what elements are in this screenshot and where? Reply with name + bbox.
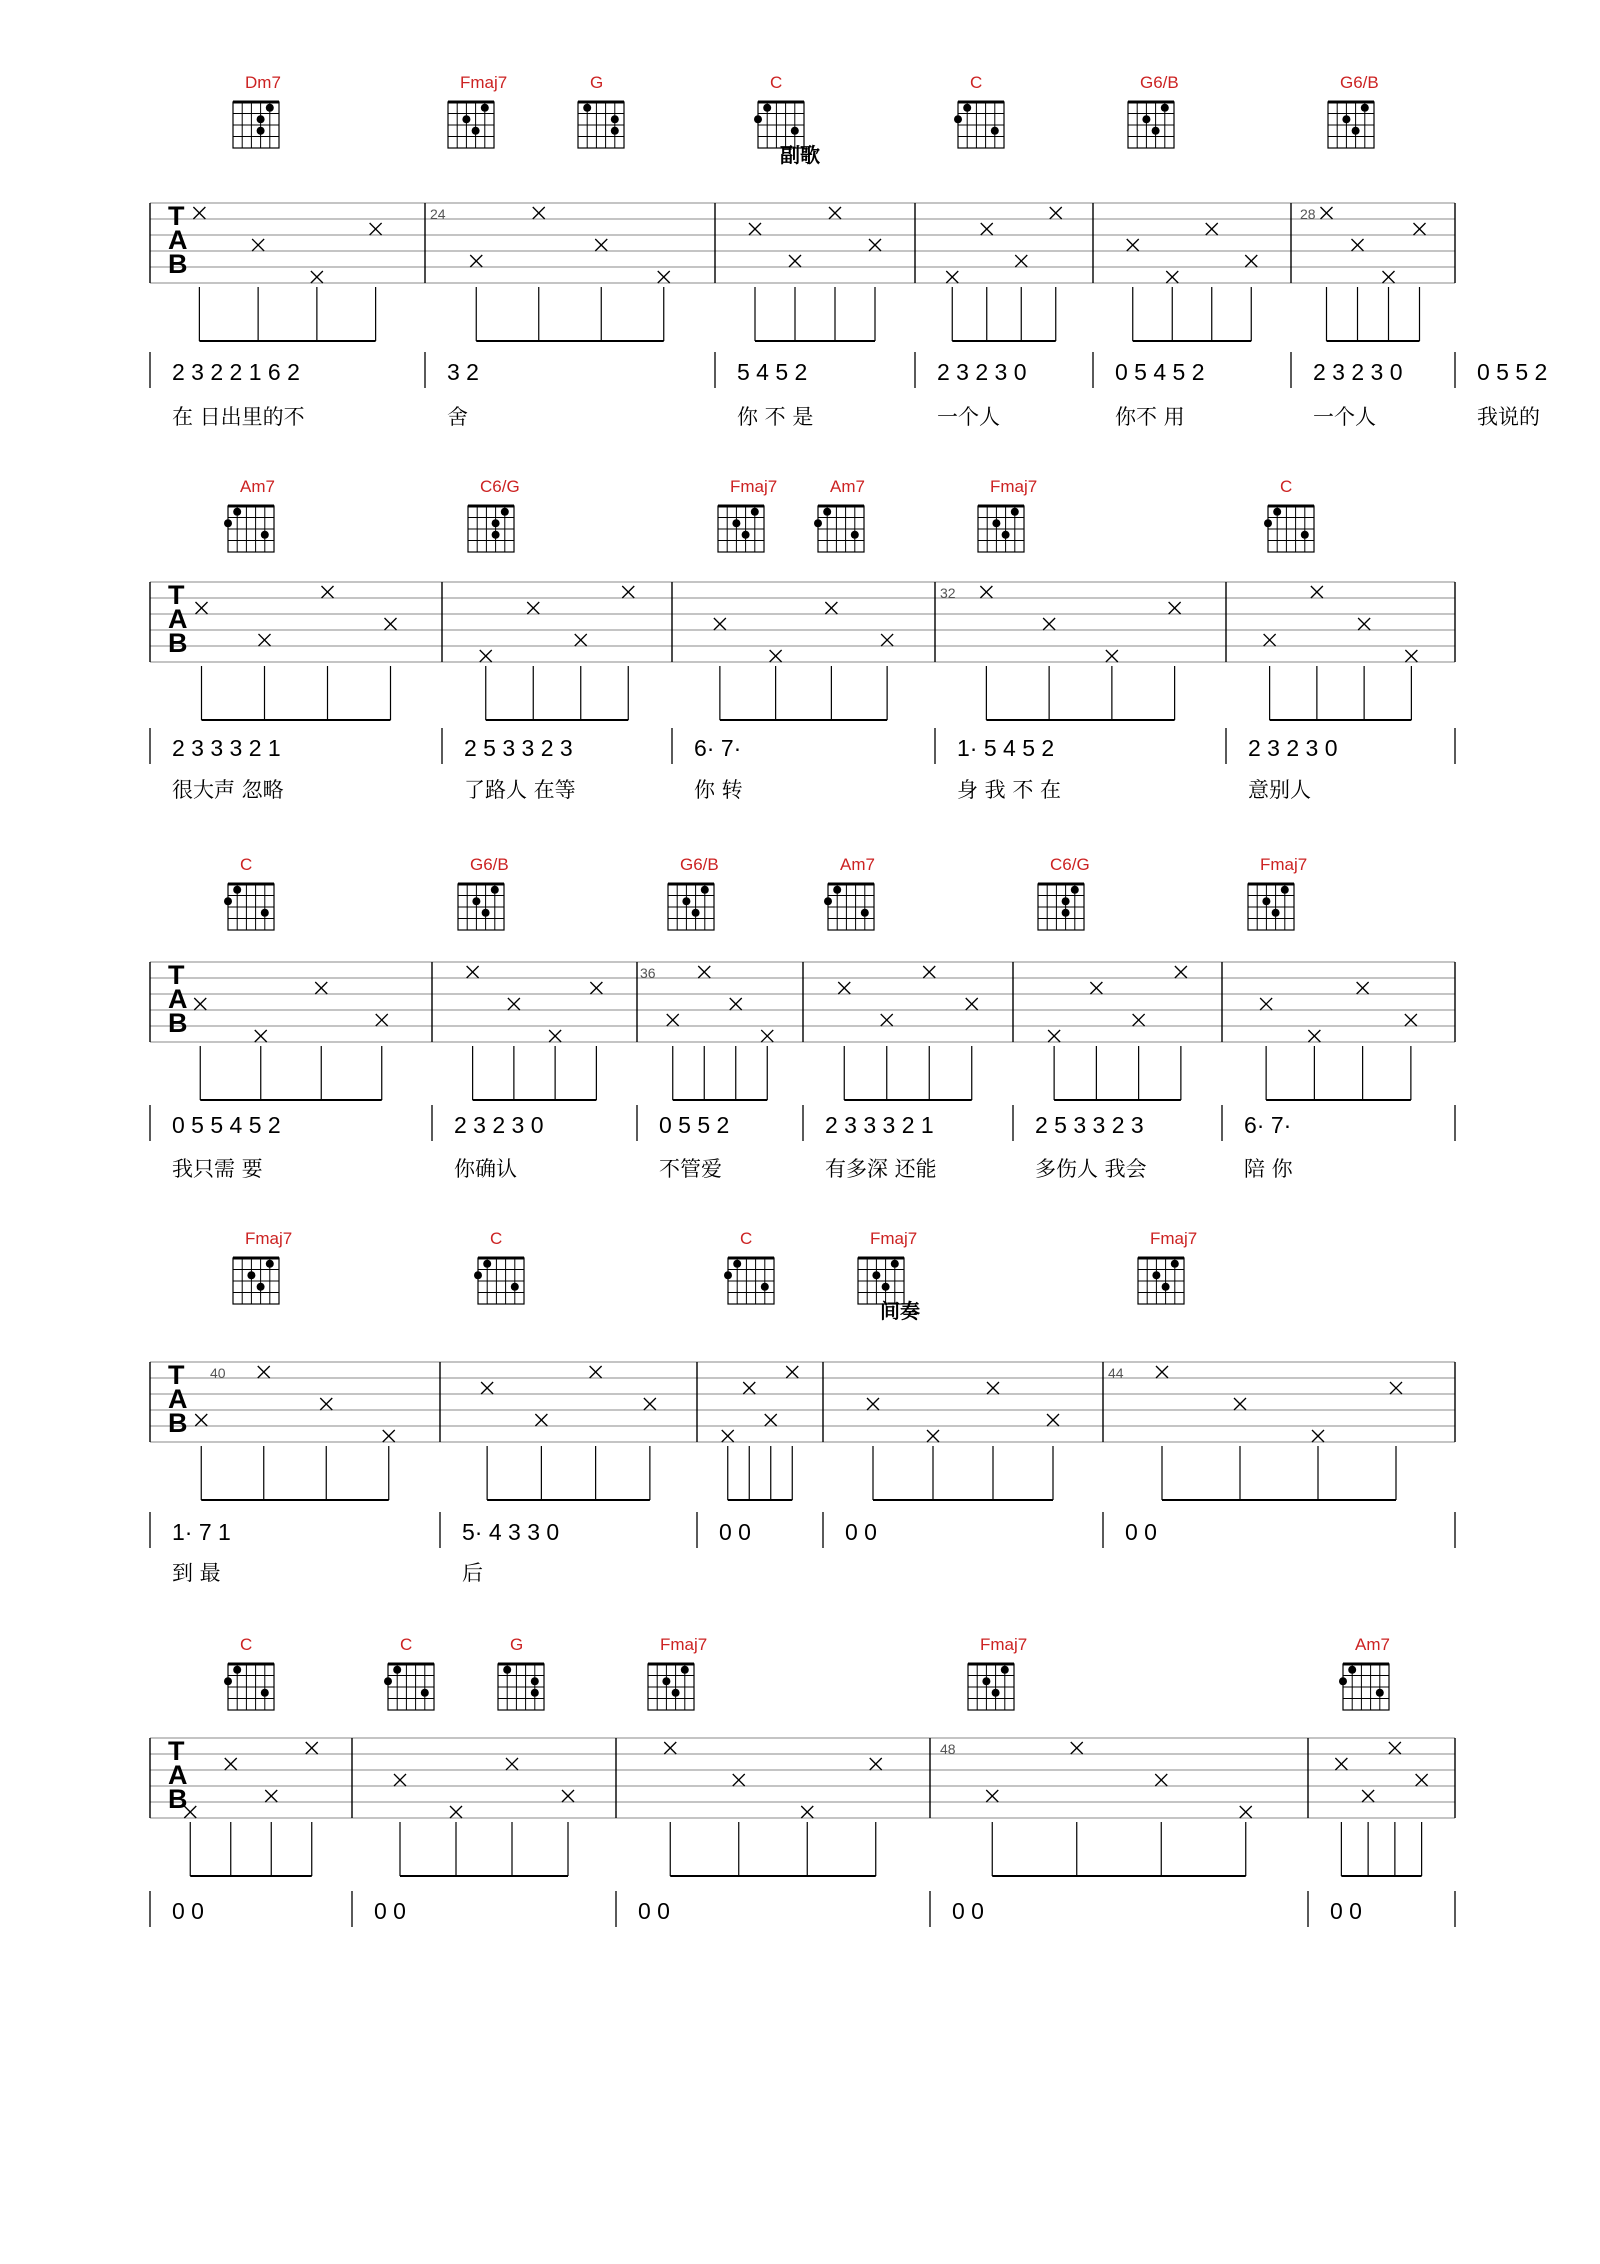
finger-dot (531, 1689, 539, 1697)
chord-diagram (448, 102, 494, 148)
finger-dot (672, 1689, 680, 1697)
finger-dot (224, 1677, 232, 1685)
jianpu-notes: 2 3 3 3 2 1 (172, 735, 281, 761)
chord-name: C (490, 1229, 503, 1248)
chord-name: Am7 (1355, 1635, 1390, 1654)
jianpu-notes: 2 3 2 3 0 (1248, 735, 1338, 761)
finger-dot (1339, 1677, 1347, 1685)
system-3 (150, 855, 1455, 1181)
finger-dot (492, 531, 500, 539)
finger-dot (823, 508, 831, 516)
chord-diagram (1248, 884, 1294, 930)
chord-name: G6/B (1140, 73, 1179, 92)
chord-diagram (384, 1664, 434, 1710)
chord-name: Fmaj7 (980, 1635, 1028, 1654)
jianpu-notes: 0 5 5 2 (659, 1112, 730, 1138)
measure-number: 36 (640, 965, 656, 981)
chord-name: Am7 (240, 477, 275, 496)
system-4 (150, 1229, 1455, 1585)
tab-clef-letter: T (168, 960, 185, 990)
jianpu-notes: 2 5 3 3 2 3 (464, 735, 573, 761)
tab-clef-letter: B (168, 249, 188, 279)
measure-number: 40 (210, 1365, 226, 1381)
chord-name: C6/G (480, 477, 520, 496)
finger-dot (692, 909, 700, 917)
chord-name: Fmaj7 (990, 477, 1038, 496)
lyric-line: 不管爱 (659, 1157, 722, 1181)
finger-dot (882, 1283, 890, 1291)
finger-dot (963, 104, 971, 112)
finger-dot (733, 1260, 741, 1268)
chord-diagram (1339, 1664, 1389, 1710)
chord-diagram (668, 884, 714, 930)
chord-diagram (824, 884, 874, 930)
chord-name: C (240, 1635, 253, 1654)
finger-dot (682, 897, 690, 905)
finger-dot (472, 127, 480, 135)
chord-name: Fmaj7 (245, 1229, 293, 1248)
chord-diagram (468, 506, 514, 552)
finger-dot (1376, 1689, 1384, 1697)
finger-dot (1011, 508, 1019, 516)
chord-diagram (954, 102, 1004, 148)
jianpu-notes: 0 5 5 4 5 2 (172, 1112, 281, 1138)
finger-dot (1142, 115, 1150, 123)
chord-diagram (648, 1664, 694, 1710)
lyric-line: 很大声 忽略 (172, 778, 284, 802)
lyric-line: 你 不 是 (737, 405, 814, 429)
lyric-line: 你不 用 (1115, 405, 1185, 429)
finger-dot (1273, 508, 1281, 516)
jianpu-notes: 0 0 (719, 1519, 751, 1545)
jianpu-notes: 2 5 3 3 2 3 (1035, 1112, 1144, 1138)
finger-dot (824, 897, 832, 905)
finger-dot (991, 127, 999, 135)
finger-dot (611, 127, 619, 135)
finger-dot (492, 519, 500, 527)
finger-dot (1152, 127, 1160, 135)
finger-dot (1062, 897, 1070, 905)
chord-name: C (740, 1229, 753, 1248)
tab-clef-letter: A (168, 604, 188, 634)
chord-name: C (1280, 477, 1293, 496)
finger-dot (501, 508, 509, 516)
jianpu-notes: 3 2 (447, 359, 479, 385)
finger-dot (992, 1689, 1000, 1697)
chord-diagram (754, 102, 804, 148)
finger-dot (701, 886, 709, 894)
finger-dot (1161, 104, 1169, 112)
finger-dot (1281, 886, 1289, 894)
jianpu-notes: 1· 5 4 5 2 (957, 735, 1055, 761)
finger-dot (724, 1271, 732, 1279)
finger-dot (681, 1666, 689, 1674)
finger-dot (761, 1283, 769, 1291)
finger-dot (257, 127, 265, 135)
finger-dot (261, 909, 269, 917)
tab-clef-letter: B (168, 1408, 188, 1438)
finger-dot (261, 1689, 269, 1697)
jianpu-notes: 0 0 (638, 1898, 670, 1924)
system-2 (150, 477, 1455, 802)
tab-clef-letter: A (168, 225, 188, 255)
jianpu-notes: 0 0 (374, 1898, 406, 1924)
chord-name: G6/B (680, 855, 719, 874)
lyric-line: 舍 (447, 405, 468, 429)
jianpu-notes: 0 0 (172, 1898, 204, 1924)
jianpu-notes: 5· 4 3 3 0 (462, 1519, 560, 1545)
lyric-line: 多伤人 我会 (1035, 1157, 1147, 1181)
finger-dot (763, 104, 771, 112)
lyric-line: 陪 你 (1244, 1157, 1293, 1181)
finger-dot (224, 897, 232, 905)
chord-name: C (770, 73, 783, 92)
chord-diagram (978, 506, 1024, 552)
jianpu-notes: 2 3 3 3 2 1 (825, 1112, 934, 1138)
chord-name: Am7 (840, 855, 875, 874)
finger-dot (1152, 1271, 1160, 1279)
chord-diagram (233, 102, 279, 148)
chord-name: Fmaj7 (460, 73, 508, 92)
finger-dot (662, 1677, 670, 1685)
measure-number: 44 (1108, 1365, 1124, 1381)
tab-clef-letter: T (168, 201, 185, 231)
finger-dot (833, 886, 841, 894)
chord-diagram (224, 1664, 274, 1710)
finger-dot (982, 1677, 990, 1685)
finger-dot (233, 1666, 241, 1674)
finger-dot (1272, 909, 1280, 917)
finger-dot (266, 104, 274, 112)
chord-name: Am7 (830, 477, 865, 496)
finger-dot (233, 886, 241, 894)
jianpu-notes: 0 0 (1330, 1898, 1362, 1924)
finger-dot (742, 531, 750, 539)
chord-diagram (968, 1664, 1014, 1710)
lyric-line: 一个人 (1313, 405, 1376, 429)
finger-dot (583, 104, 591, 112)
finger-dot (1348, 1666, 1356, 1674)
finger-dot (233, 508, 241, 516)
finger-dot (462, 115, 470, 123)
tab-clef-letter: A (168, 984, 188, 1014)
chord-name: C (240, 855, 253, 874)
lyric-line: 你确认 (454, 1157, 517, 1181)
lyric-line: 了路人 在等 (464, 778, 576, 802)
finger-dot (247, 1271, 255, 1279)
tab-clef-letter: B (168, 628, 188, 658)
jianpu-notes: 0 5 4 5 2 (1115, 359, 1205, 385)
chord-name: G6/B (1340, 73, 1379, 92)
finger-dot (814, 519, 822, 527)
finger-dot (1162, 1283, 1170, 1291)
chord-name: C (400, 1635, 413, 1654)
tab-clef-letter: A (168, 1384, 188, 1414)
finger-dot (1062, 909, 1070, 917)
jianpu-notes: 2 3 2 3 0 (937, 359, 1027, 385)
finger-dot (611, 115, 619, 123)
finger-dot (992, 519, 1000, 527)
finger-dot (1262, 897, 1270, 905)
finger-dot (891, 1260, 899, 1268)
chord-name: G (590, 73, 604, 92)
jianpu-notes: 2 3 2 2 1 6 2 (172, 359, 300, 385)
finger-dot (954, 115, 962, 123)
jianpu-notes: 0 0 (952, 1898, 984, 1924)
finger-dot (261, 531, 269, 539)
finger-dot (1301, 531, 1309, 539)
jianpu-notes: 1· 7 1 (172, 1519, 231, 1545)
chord-name: C (970, 73, 983, 92)
chord-diagram (1128, 102, 1174, 148)
chord-diagram (498, 1664, 544, 1710)
chord-name: Dm7 (245, 73, 281, 92)
finger-dot (1352, 127, 1360, 135)
measure-number: 32 (940, 585, 956, 601)
lyric-line: 意别人 (1248, 778, 1311, 802)
finger-dot (266, 1260, 274, 1268)
lyric-line: 我只需 要 (172, 1157, 263, 1181)
jianpu-notes: 0 5 5 2 (1477, 359, 1548, 385)
finger-dot (421, 1689, 429, 1697)
finger-dot (472, 897, 480, 905)
chord-diagram (224, 506, 274, 552)
lyric-line: 一个人 (937, 405, 1000, 429)
finger-dot (872, 1271, 880, 1279)
finger-dot (1001, 1666, 1009, 1674)
chord-diagram (224, 884, 274, 930)
jianpu-notes: 5 4 5 2 (737, 359, 808, 385)
chord-diagram (1264, 506, 1314, 552)
finger-dot (754, 115, 762, 123)
chord-diagram (814, 506, 864, 552)
chord-name: C6/G (1050, 855, 1090, 874)
lyric-line: 有多深 还能 (825, 1157, 937, 1181)
finger-dot (511, 1283, 519, 1291)
finger-dot (257, 115, 265, 123)
lyric-line: 到 最 (172, 1561, 221, 1585)
jianpu-notes: 6· 7· (694, 735, 742, 761)
finger-dot (1342, 115, 1350, 123)
chord-diagram (1138, 1258, 1184, 1304)
finger-dot (503, 1666, 511, 1674)
finger-dot (1361, 104, 1369, 112)
lyric-line: 你 转 (694, 778, 743, 802)
chord-diagram (1038, 884, 1084, 930)
finger-dot (257, 1283, 265, 1291)
finger-dot (384, 1677, 392, 1685)
chord-diagram (233, 1258, 279, 1304)
system-5 (150, 1635, 1455, 1927)
finger-dot (751, 508, 759, 516)
finger-dot (224, 519, 232, 527)
section-label: 副歌 (780, 143, 820, 167)
lyric-line: 在 日出里的不 (172, 405, 305, 429)
jianpu-notes: 0 0 (1125, 1519, 1157, 1545)
chord-name: Fmaj7 (660, 1635, 708, 1654)
tab-clef-letter: T (168, 1360, 185, 1390)
chord-diagram (458, 884, 504, 930)
tab-clef-letter: A (168, 1760, 188, 1790)
finger-dot (1002, 531, 1010, 539)
lyric-line: 我说的 (1477, 405, 1540, 429)
chord-diagram (724, 1258, 774, 1304)
chord-name: G (510, 1635, 524, 1654)
chord-name: Fmaj7 (1150, 1229, 1198, 1248)
chord-name: Fmaj7 (870, 1229, 918, 1248)
chord-name: Fmaj7 (730, 477, 778, 496)
chord-diagram (578, 102, 624, 148)
tab-clef-letter: B (168, 1784, 188, 1814)
chord-diagram (474, 1258, 524, 1304)
measure-number: 28 (1300, 206, 1316, 222)
section-label: 间奏 (880, 1299, 920, 1323)
jianpu-notes: 2 3 2 3 0 (1313, 359, 1403, 385)
jianpu-notes: 6· 7· (1244, 1112, 1292, 1138)
finger-dot (474, 1271, 482, 1279)
tab-clef-letter: B (168, 1008, 188, 1038)
tab-clef-letter: T (168, 1736, 185, 1766)
lyric-line: 身 我 不 在 (957, 778, 1062, 802)
finger-dot (732, 519, 740, 527)
jianpu-notes: 2 3 2 3 0 (454, 1112, 544, 1138)
finger-dot (1264, 519, 1272, 527)
finger-dot (481, 104, 489, 112)
measure-number: 48 (940, 1741, 956, 1757)
chord-diagram (718, 506, 764, 552)
finger-dot (861, 909, 869, 917)
finger-dot (1071, 886, 1079, 894)
tab-clef-letter: T (168, 580, 185, 610)
lyric-line: 后 (462, 1561, 483, 1585)
finger-dot (1171, 1260, 1179, 1268)
chord-name: Fmaj7 (1260, 855, 1308, 874)
finger-dot (483, 1260, 491, 1268)
measure-number: 24 (430, 206, 446, 222)
system-1 (150, 73, 1547, 429)
chord-name: G6/B (470, 855, 509, 874)
finger-dot (531, 1677, 539, 1685)
chord-diagram (1328, 102, 1374, 148)
finger-dot (791, 127, 799, 135)
finger-dot (482, 909, 490, 917)
finger-dot (491, 886, 499, 894)
jianpu-notes: 0 0 (845, 1519, 877, 1545)
chord-diagram (858, 1258, 904, 1304)
finger-dot (393, 1666, 401, 1674)
finger-dot (851, 531, 859, 539)
